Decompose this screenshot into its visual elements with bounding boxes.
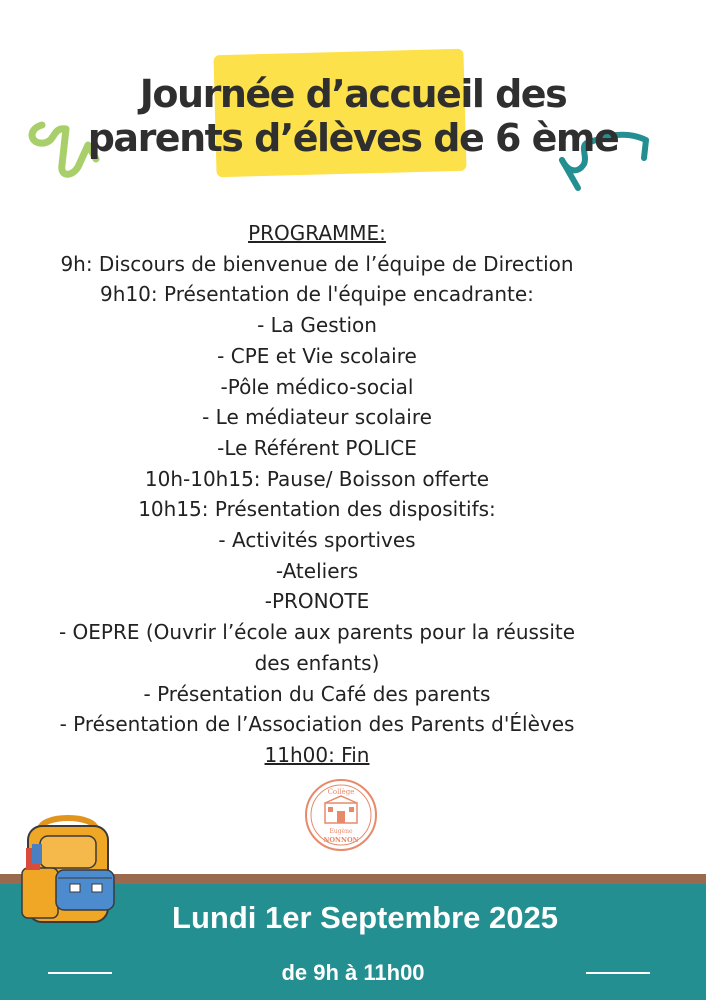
program-line: - La Gestion — [257, 313, 377, 338]
program-line: - Activités sportives — [218, 528, 416, 553]
program-line: 10h-10h15: Pause/ Boisson offerte — [144, 466, 490, 491]
program-line: 10h15: Présentation des dispositifs: — [138, 497, 496, 522]
seal-bottom-text: NONNON — [323, 836, 359, 844]
program-line: 9h: Discours de bienvenue de l’équipe de Direction — [60, 251, 574, 276]
title-line-1: Journée d’accueil des — [139, 72, 567, 116]
event-hours: de 9h à 11h00 — [281, 960, 425, 985]
program-line: -Le Référent POLICE — [217, 435, 417, 460]
seal-middle-text: Eugène — [329, 828, 353, 835]
program — [0, 218, 634, 771]
seal-top-text: Collège — [327, 788, 355, 796]
program-heading: PROGRAMME: — [248, 221, 386, 245]
title-line-2: parents d’élèves de 6 ème — [87, 116, 619, 160]
program-line: - OEPRE (Ouvrir l’école aux parents pour la réussite — [58, 620, 576, 645]
program-line: -PRONOTE — [264, 589, 370, 614]
program-line: - Présentation du Café des parents — [143, 681, 491, 706]
program-line: -Pôle médico-social — [220, 374, 414, 399]
program-line: - Le médiateur scolaire — [202, 405, 432, 430]
page-title — [0, 72, 706, 160]
program-line: - Présentation de l’Association des Parents d'Élèves — [59, 712, 575, 737]
program-line: - CPE et Vie scolaire — [217, 343, 417, 368]
program-line: des enfants) — [254, 650, 380, 675]
college-seal-logo — [303, 777, 379, 853]
divider-right — [586, 972, 650, 974]
program-line: 9h10: Présentation de l'équipe encadrante: — [100, 282, 534, 307]
program-end: 11h00: Fin — [264, 742, 370, 767]
event-date: Lundi 1er Septembre 2025 — [172, 900, 558, 935]
program-line: -Ateliers — [275, 558, 359, 583]
